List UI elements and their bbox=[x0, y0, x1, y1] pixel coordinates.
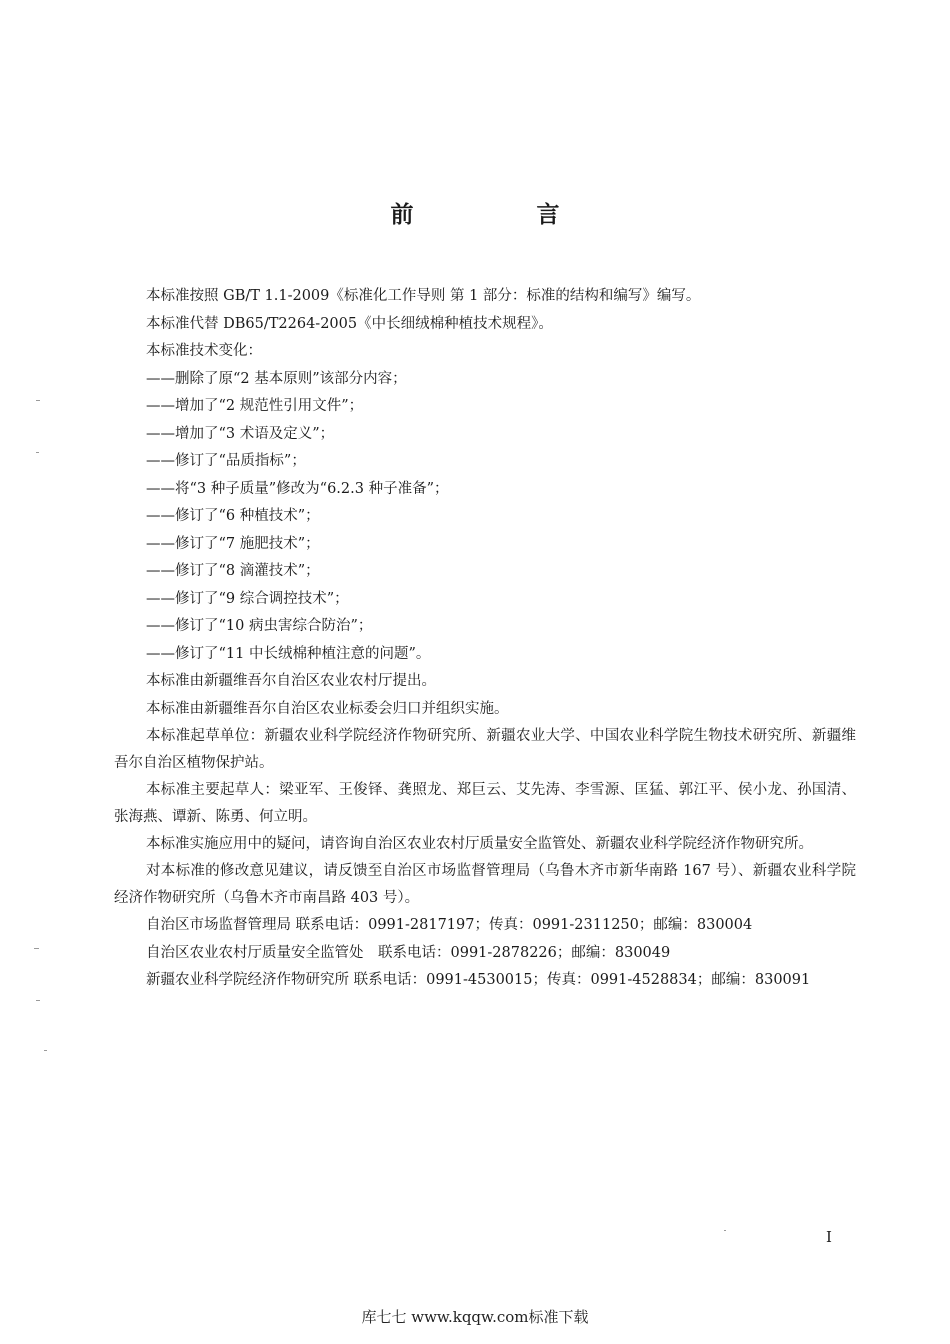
foreword-body bbox=[114, 283, 856, 995]
footer-watermark: 库七七 www.kqqw.com标准下载 bbox=[361, 1308, 589, 1326]
drafters: 本标准主要起草人：梁亚军、王俊铎、龚照龙、郑巨云、艾先涛、李雪源、匡猛、郭江平、侯小龙、孙国清、张海燕、谭新、陈勇、何立明。 bbox=[114, 782, 856, 825]
change-item: ——增加了“3 术语及定义”； bbox=[146, 425, 335, 442]
change-item: ——将“3 种子质量”修改为“6.2.3 种子准备”； bbox=[146, 480, 449, 497]
paragraph: 本标准按照 GB/T 1.1-2009《标准化工作导则 第 1 部分：标准的结构和编写》编写。 bbox=[146, 288, 701, 304]
paragraph: 本标准技术变化： bbox=[146, 343, 262, 359]
drafting-units: 本标准起草单位：新疆农业科学院经济作物研究所、新疆农业大学、中国农业科学院生物技术研究所、新疆维吾尔自治区植物保护站。 bbox=[114, 728, 856, 771]
feedback-address: 对本标准的修改意见建议，请反馈至自治区市场监督管理局（乌鲁木齐市新华南路 167 号）、新疆农业科学院经济作物研究所（乌鲁木齐市南昌路 403 号）。 bbox=[114, 863, 856, 906]
change-item: ——修订了“11 中长绒棉种植注意的问题”。 bbox=[146, 645, 431, 662]
scan-speck bbox=[44, 1050, 47, 1051]
inquiry-contact: 本标准实施应用中的疑问，请咨询自治区农业农村厅质量安全监管处、新疆农业科学院经济作物研究所。 bbox=[146, 836, 813, 852]
change-item: ——删除了原“2 基本原则”该部分内容； bbox=[146, 370, 407, 387]
contact-line: 自治区农业农村厅质量安全监管处 联系电话：0991-2878226；邮编：830049 bbox=[146, 944, 671, 961]
scan-speck bbox=[36, 452, 39, 453]
change-item: ——增加了“2 规范性引用文件”； bbox=[146, 398, 364, 414]
page-number: I bbox=[826, 1228, 832, 1246]
scan-speck bbox=[34, 948, 39, 949]
change-item: ——修订了“7 施肥技术”； bbox=[146, 535, 320, 552]
scan-speck bbox=[36, 1000, 40, 1001]
change-item: ——修订了“6 种植技术”； bbox=[146, 508, 320, 524]
paragraph: 本标准由新疆维吾尔自治区农业标委会归口并组织实施。 bbox=[146, 700, 509, 717]
page-title: 前 言 bbox=[390, 202, 610, 228]
change-item: ——修订了“品质指标”； bbox=[146, 453, 306, 469]
change-item: ——修订了“9 综合调控技术”； bbox=[146, 590, 349, 607]
contact-line: 新疆农业科学院经济作物研究所 联系电话：0991-4530015；传真：0991-4528834；邮编：830091 bbox=[146, 972, 811, 988]
scan-speck bbox=[724, 1230, 726, 1231]
change-item: ——修订了“10 病虫害综合防治”； bbox=[146, 618, 373, 634]
change-item: ——修订了“8 滴灌技术”； bbox=[146, 563, 320, 579]
contact-line: 自治区市场监督管理局 联系电话：0991-2817197；传真：0991-2311250；邮编：830004 bbox=[146, 917, 753, 933]
scan-speck bbox=[36, 400, 40, 401]
paragraph: 本标准代替 DB65/T2264-2005《中长细绒棉种植技术规程》。 bbox=[146, 315, 553, 332]
paragraph: 本标准由新疆维吾尔自治区农业农村厅提出。 bbox=[146, 673, 436, 689]
